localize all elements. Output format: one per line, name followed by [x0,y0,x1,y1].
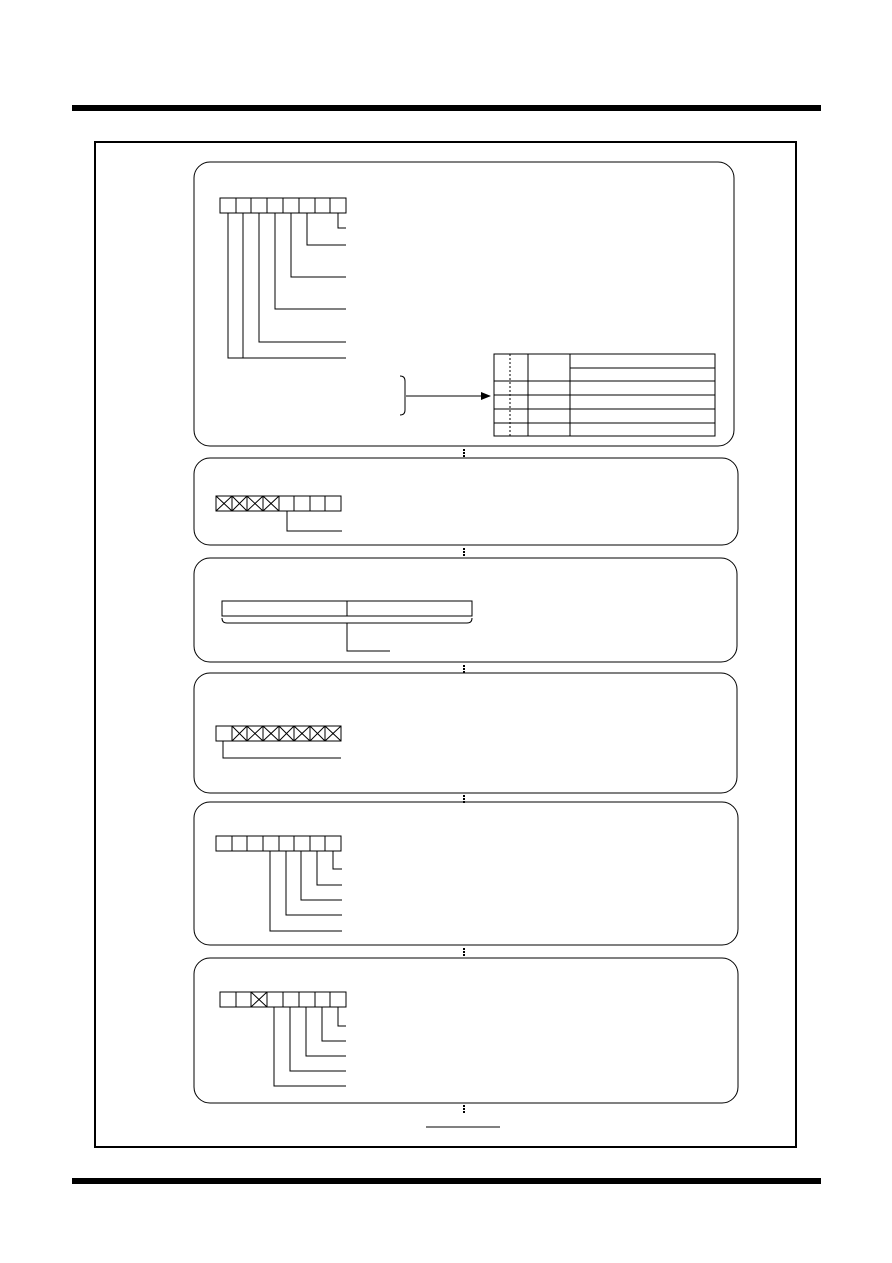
panel-1-leaders [228,213,346,358]
continuation-dots [463,449,465,1113]
panel-6-register [220,992,346,1007]
panel-1-register [220,198,346,213]
panel-5-leaders [270,851,342,931]
panel-2 [194,458,738,545]
panel-5-register [216,836,341,851]
brace-icon [222,618,472,623]
panel-4-leader [223,741,341,758]
panel-6 [194,958,738,1103]
panel-3 [194,558,737,662]
panel-2-leader [287,511,342,531]
panel-3-register [222,601,472,616]
panel-6-leaders [274,1007,346,1086]
panel-4-register [216,726,341,741]
mode-table [494,354,715,436]
panel-2-register [216,496,341,511]
panel-5 [194,802,738,945]
panel-1 [194,162,734,446]
panel-4 [194,673,737,793]
brace-icon [400,376,405,415]
panel-3-leader [347,623,390,651]
